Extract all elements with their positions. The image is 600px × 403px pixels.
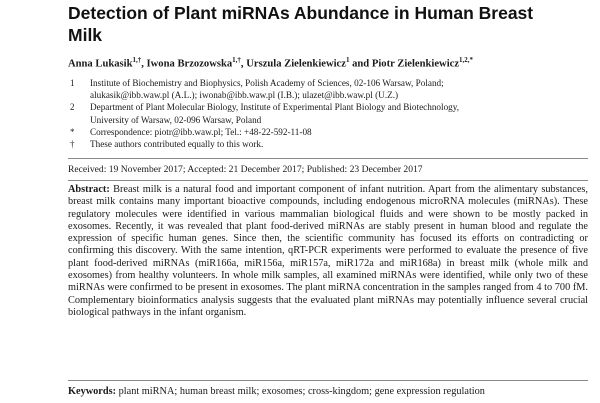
abstract-label: Abstract: (68, 184, 110, 195)
author-list (68, 56, 588, 70)
author-name: Anna Lukasik (68, 58, 133, 70)
affiliation-line: These authors contributed equally to this work. (90, 139, 264, 150)
affiliation-item (68, 77, 588, 101)
author-separator: , (141, 58, 147, 70)
affiliation-mark: 2 (70, 102, 75, 113)
keywords-text: plant miRNA; human breast milk; exosomes; cross-kingdom; gene expression regulation (118, 386, 485, 397)
correspondence-item (68, 126, 588, 138)
author-affiliation-mark: 1,† (232, 56, 241, 64)
author-affiliation-mark: 1,2,* (459, 56, 474, 64)
paper-title: Detection of Plant miRNAs Abundance in Human Breast Milk (68, 3, 534, 45)
keywords-label: Keywords: (68, 386, 117, 397)
author-and: and (349, 58, 372, 70)
author-name: Piotr Zielenkiewicz (371, 58, 460, 70)
publication-dates: Received: 19 November 2017; Accepted: 21 December 2017; Published: 23 December 2017 (68, 164, 423, 175)
affiliation-line: alukasik@ibb.waw.pl (A.L.); iwonab@ibb.waw.pl (I.B.); ulazet@ibb.waw.pl (U.Z.) (90, 90, 399, 101)
author-name: Urszula Zielenkiewicz (246, 58, 346, 70)
affiliation-mark: * (70, 126, 75, 137)
author-affiliation-mark: 1,† (132, 56, 142, 64)
affiliation-line: Correspondence: piotr@ibb.waw.pl; Tel.: +48-22-592-11-08 (90, 126, 312, 137)
author-affiliation-mark: 1 (345, 56, 350, 64)
author-name: Iwona Brzozowska (146, 58, 233, 70)
keywords (68, 386, 598, 397)
equal-contribution-note (68, 138, 588, 150)
affiliation-item (68, 101, 588, 125)
divider (68, 380, 588, 381)
affiliation-line: University of Warsaw, 02-096 Warsaw, Poland (90, 114, 262, 125)
affiliation-line: Institute of Biochemistry and Biophysics, Polish Academy of Sciences, 02-106 Warsaw, Poland; (90, 78, 444, 88)
divider (68, 180, 588, 181)
affiliations (68, 77, 588, 150)
abstract-text: Breast milk is a natural food and important component of infant nutrition. Apart from the alimentary substances, breast milk contains many important bioactive compounds, including endogenous microRNA molecules (miRNAs). These regulatory molecules were identified in various mammalian biological fluids and were shown to be mostly packed in exosomes. Recently, it was revealed that plant food-derived miRNAs are stably present in human blood and regulate the expression of specific human genes. Since then, the scientific community has focused its efforts on contradicting or confirming this discovery. With the same intention, qRT-PCR experiments were performed to evaluate the presence of five plant food-derived miRNAs (miR166a, miR156a, miR157a, miR172a and miR168a) in breast milk (whole milk and exosomes) from healthy volunteers. In whole milk samples, all examined miRNAs were identified, while only two of these miRNAs were confirmed to be present in exosomes. The plant miRNA concentration in the samples ranged from 4 to 700 fM. Complementary bioinformatics analysis suggests that the evaluated plant miRNAs may potentially influence several crucial biological pathways in the infant organism. (68, 184, 588, 318)
abstract (68, 184, 588, 319)
affiliation-mark: † (70, 139, 75, 150)
divider (68, 158, 588, 159)
affiliation-line: Department of Plant Molecular Biology, Institute of Experimental Plant Biology and Biotechnology, (90, 102, 460, 113)
author-separator: , (240, 58, 247, 70)
affiliation-mark: 1 (70, 78, 75, 88)
